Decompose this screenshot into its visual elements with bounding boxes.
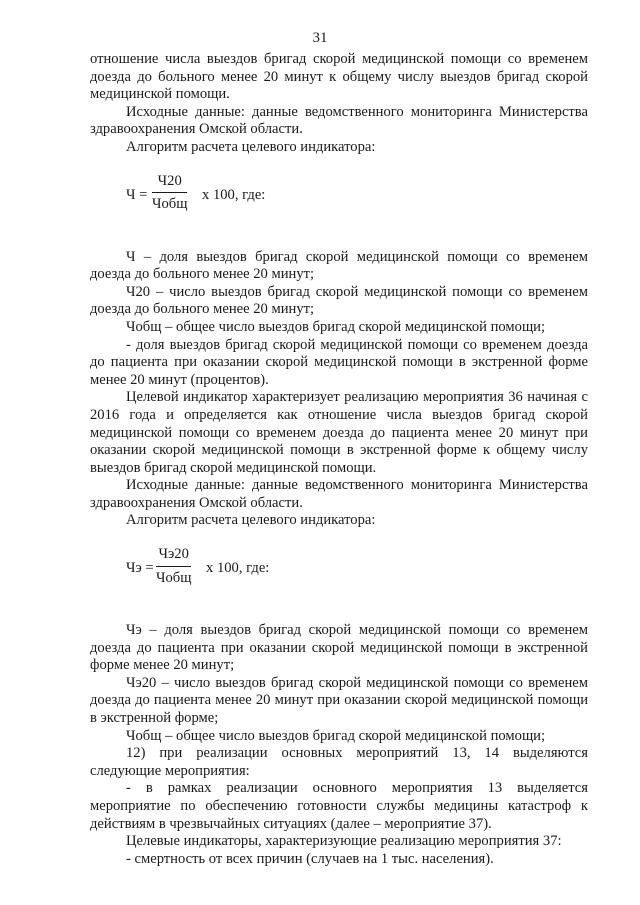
formula-fraction	[156, 546, 191, 587]
formula-lhs: Чэ =	[126, 560, 154, 577]
document-body	[90, 51, 588, 868]
paragraph: Алгоритм расчета целевого индикатора:	[126, 512, 376, 529]
paragraph: - в рамках реализации основного мероприятия 13 выделяется мероприятие по обеспечению готовности службы медицины катастроф к действиям в чрезвычайных ситуациях (далее – мероприятие 37).	[90, 780, 588, 832]
definition: - доля выездов бригад скорой медицинской помощи со временем доезда до пациента при оказании скорой медицинской помощи в экстренной форме менее 20 минут (процентов).	[90, 336, 588, 388]
formula-rhs: х 100, где:	[202, 186, 266, 203]
formula-lhs: Ч =	[126, 186, 148, 203]
formula-numerator: Ч20	[152, 173, 187, 194]
definition: Чэ20 – число выездов бригад скорой медицинской помощи со временем доезда до пациента менее 20 минут при оказании скорой медицинской помощи в экстренной форме;	[90, 674, 588, 727]
formula	[90, 173, 588, 229]
definition: Чобщ – общее число выездов бригад скорой медицинской помощи;	[126, 318, 546, 335]
definition: Ч – доля выездов бригад скорой медицинской помощи со временем доезда до больного менее 20 минут;	[90, 248, 588, 283]
formula-denominator: Чобщ	[156, 569, 192, 586]
paragraph: - смертность от всех причин (случаев на 1 тыс. населения).	[126, 850, 494, 867]
definition: Ч20 – число выездов бригад скорой медицинской помощи со временем доезда до больного менее 20 минут;	[90, 283, 588, 318]
formula-numerator: Чэ20	[156, 546, 191, 567]
page-number: 31	[312, 30, 328, 46]
formula-rhs: х 100, где:	[206, 560, 270, 577]
paragraph: Исходные данные: данные ведомственного мониторинга Министерства здравоохранения Омской области.	[90, 477, 588, 511]
paragraph: Целевые индикаторы, характеризующие реализацию мероприятия 37:	[126, 833, 562, 850]
definition: Чобщ – общее число выездов бригад скорой медицинской помощи;	[126, 727, 546, 744]
formula-fraction	[152, 173, 187, 214]
paragraph: 12) при реализации основных мероприятий 13, 14 выделяются следующие мероприятия:	[90, 745, 588, 779]
paragraph: Исходные данные: данные ведомственного мониторинга Министерства здравоохранения Омской области.	[90, 103, 588, 138]
definition: Чэ – доля выездов бригад скорой медицинской помощи со временем доезда до пациента при оказании скорой медицинской помощи в экстренной форме менее 20 минут;	[90, 622, 588, 674]
paragraph: Целевой индикатор характеризует реализацию мероприятия 36 начиная с 2016 года и определяется как отношение числа выездов бригад скорой медицинской помощи со временем доезда до пациента менее 20 минут при оказании скорой медицинской помощи в экстренной форме к общему числу выездов бригад скорой медицинской помощи.	[90, 389, 588, 476]
formula	[90, 546, 588, 602]
formula-denominator: Чобщ	[152, 196, 188, 213]
paragraph: отношение числа выездов бригад скорой медицинской помощи со временем доезда до больного менее 20 минут к общему числу выездов бригад скорой медицинской помощи.	[90, 51, 588, 103]
paragraph: Алгоритм расчета целевого индикатора:	[126, 138, 376, 155]
